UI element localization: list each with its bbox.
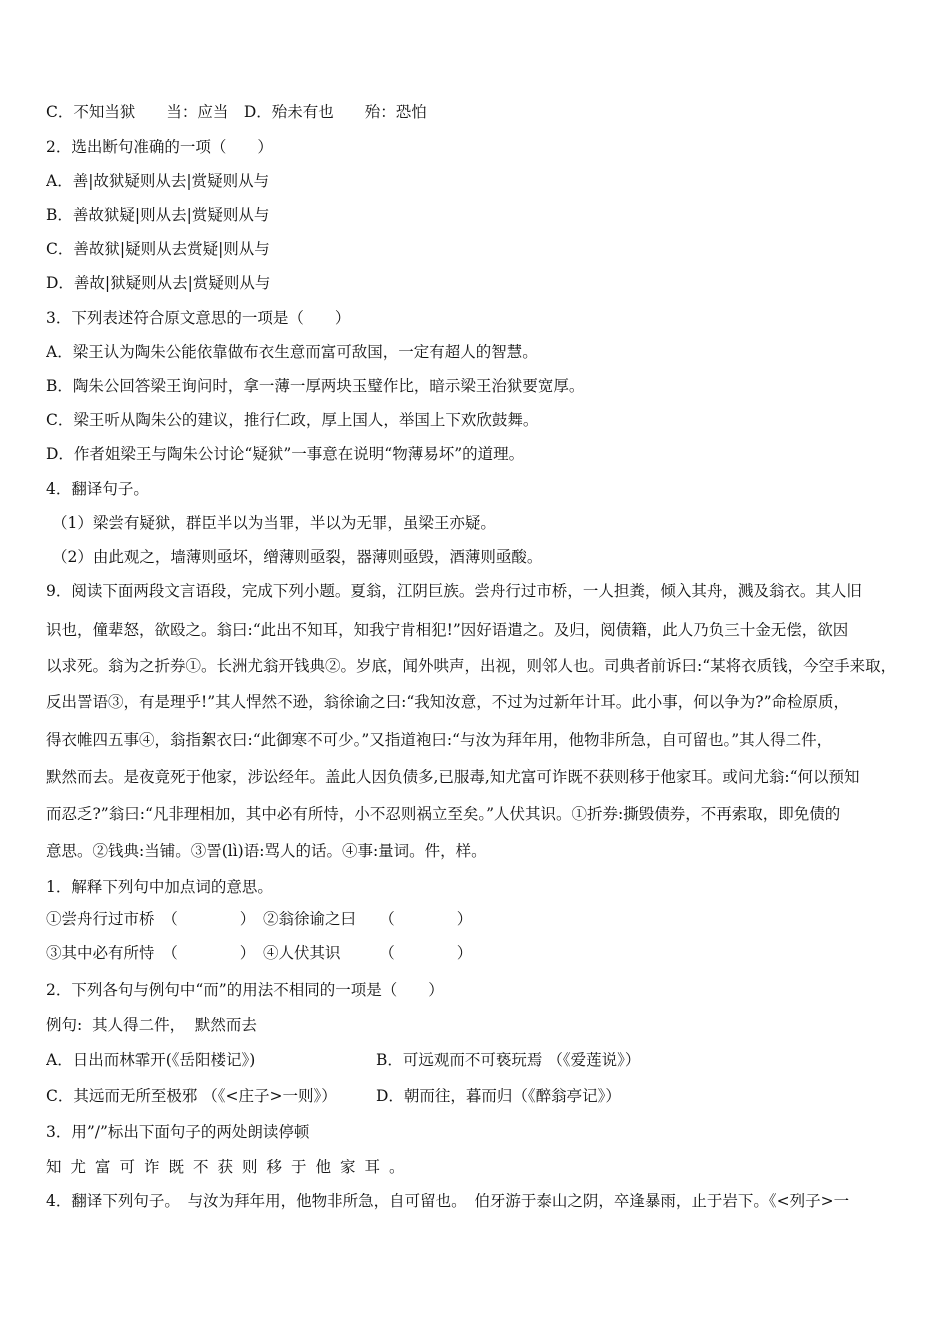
q3-option-a-text: A．梁王认为陶朱公能依靠做布衣生意而富可敌国，一定有超人的智慧。	[46, 343, 538, 361]
sq2-option-a: A．日出而林霏开(《岳阳楼记》)	[46, 1051, 256, 1069]
q3-option-d-text: D．作者姐梁王与陶朱公讨论“疑狱”一事意在说明“物薄易坏”的道理。	[46, 445, 525, 463]
q2-option-c-text: C．善故狱|疑则从去赏疑|则从与	[46, 240, 270, 258]
sq2-option-d: D．朝而往，暮而归（《醉翁亭记》）	[376, 1087, 621, 1105]
passage-line-1	[46, 581, 916, 601]
sq1-row-1	[46, 909, 916, 929]
sq2-option-c: C．其远而无所至极邪 （《<庄子>一则》）	[46, 1087, 337, 1105]
sq2-options-cd	[46, 1086, 916, 1106]
q4-item-2-text: （2）由此观之，墙薄则亟坏，缯薄则亟裂，器薄则亟毁，酒薄则亟酸。	[52, 548, 543, 566]
q4-prompt	[46, 479, 916, 499]
q2-option-c	[46, 239, 916, 259]
sq2-example-text: 例句: 其人得二件， 默然而去	[46, 1016, 257, 1034]
sq3-sentence-text: 知尤富可诈既不获则移于他家耳。	[46, 1158, 414, 1176]
q2-option-d	[46, 273, 916, 293]
passage-line-3	[46, 656, 916, 676]
q4-item-1	[52, 513, 922, 533]
q2-option-a-text: A．善|故狱疑则从去|赏疑则从与	[46, 172, 270, 190]
passage-line-8	[46, 841, 916, 861]
q4-prompt-text: 4．翻译句子。	[46, 480, 149, 498]
sq2-option-b: B．可远观而不可亵玩焉 （《爱莲说》）	[376, 1051, 641, 1069]
passage-line-6	[46, 767, 916, 787]
q3-option-b-text: B．陶朱公回答梁王询问时，拿一薄一厚两块玉璧作比，暗示梁王治狱要宽厚。	[46, 377, 585, 395]
q3-option-b	[46, 376, 916, 396]
passage-text-1: 9．阅读下面两段文言语段，完成下列小题。夏翁，江阴巨族。尝舟行过市桥，一人担粪，倾入其舟，溅及翁衣。其人旧	[46, 582, 862, 600]
q3-option-c-text: C．梁王听从陶朱公的建议，推行仁政，厚上国人，举国上下欢欣鼓舞。	[46, 411, 539, 429]
q3-option-d	[46, 444, 916, 464]
q4-item-2	[52, 547, 922, 567]
sq1-row-2	[46, 943, 916, 963]
sq2-options-ab	[46, 1050, 916, 1070]
passage-line-7	[46, 804, 916, 824]
passage-text-3: 以求死。翁为之折券①。长洲尤翁开钱典②。岁底，闻外哄声，出视，则邻人也。司典者前诉曰:“某将衣质钱，今空手来取，	[46, 657, 897, 675]
passage-text-5: 得衣帷四五事④，翁指絮衣曰:“此御寒不可少。”又指道袍曰:“与汝为拜年用，他物非所急，自可留也。”其人得二件，	[46, 731, 833, 749]
sq1-row-2-text: ③其中必有所恃 （ ） ④人伏其识 （ ）	[46, 944, 473, 962]
passage-text-7: 而忍乏?”翁曰:“凡非理相加，其中必有所恃，小不忍则祸立至矣。”人伏其识。①折券:撕毁债券，不再索取，即免债的	[46, 805, 841, 823]
q1-option-c-d	[46, 102, 916, 122]
sq3-prompt-text: 3．用”/”标出下面句子的两处朗读停顿	[46, 1123, 310, 1141]
sq3-sentence	[46, 1157, 916, 1177]
sq1-row-1-text: ①尝舟行过市桥 （ ） ②翁徐谕之曰 （ ）	[46, 910, 473, 928]
sq4-prompt	[46, 1191, 916, 1211]
sq2-example	[46, 1015, 916, 1035]
sq1-prompt	[46, 877, 916, 897]
q3-option-c	[46, 410, 916, 430]
passage-line-4	[46, 692, 916, 712]
passage-line-5	[46, 730, 916, 750]
q2-option-b-text: B．善故狱疑|则从去|赏疑则从与	[46, 206, 270, 224]
sq1-prompt-text: 1．解释下列句中加点词的意思。	[46, 878, 273, 896]
sq2-prompt	[46, 980, 916, 1000]
q2-option-a	[46, 171, 916, 191]
sq4-prompt-text: 4．翻译下列句子。 与汝为拜年用，他物非所急，自可留也。 伯牙游于泰山之阴，卒逢暴雨，止于岩下。《<列子>一	[46, 1192, 850, 1210]
passage-line-2	[46, 620, 916, 640]
passage-text-2: 识也，僮辈怒，欲殴之。翁曰:“此出不知耳，知我宁肯相犯!”因好语遣之。及归，阅债籍，此人乃负三十金无偿，欲因	[46, 621, 849, 639]
q2-option-b	[46, 205, 916, 225]
q3-prompt-text: 3．下列表述符合原文意思的一项是（ ）	[46, 309, 351, 327]
q2-option-d-text: D．善故|狱疑则从去|赏疑则从与	[46, 274, 271, 292]
q3-option-a	[46, 342, 916, 362]
passage-text-4: 反出詈语③，有是理乎!”其人悍然不逊，翁徐谕之曰:“我知汝意，不过为过新年计耳。此小事，何以争为?”命检原质，	[46, 693, 850, 711]
q1-option-text: C．不知当狱 当：应当 D．殆未有也 殆：恐怕	[46, 103, 427, 121]
q3-prompt	[46, 308, 916, 328]
q4-item-1-text: （1）梁尝有疑狱，群臣半以为当罪，半以为无罪，虽梁王亦疑。	[52, 514, 496, 532]
sq2-prompt-text: 2．下列各句与例句中“而”的用法不相同的一项是（ ）	[46, 981, 444, 999]
q2-prompt-text: 2．选出断句准确的一项（ ）	[46, 138, 273, 156]
passage-text-6: 默然而去。是夜竟死于他家，涉讼经年。盖此人因负债多,已服毒,知尤富可诈既不获则移于他家耳。或问尤翁:“何以预知	[46, 768, 860, 786]
passage-text-8: 意思。②钱典:当铺。③詈(lì)语:骂人的话。④事:量词。件，样。	[46, 842, 487, 860]
q2-prompt	[46, 137, 916, 157]
sq3-prompt	[46, 1122, 916, 1142]
